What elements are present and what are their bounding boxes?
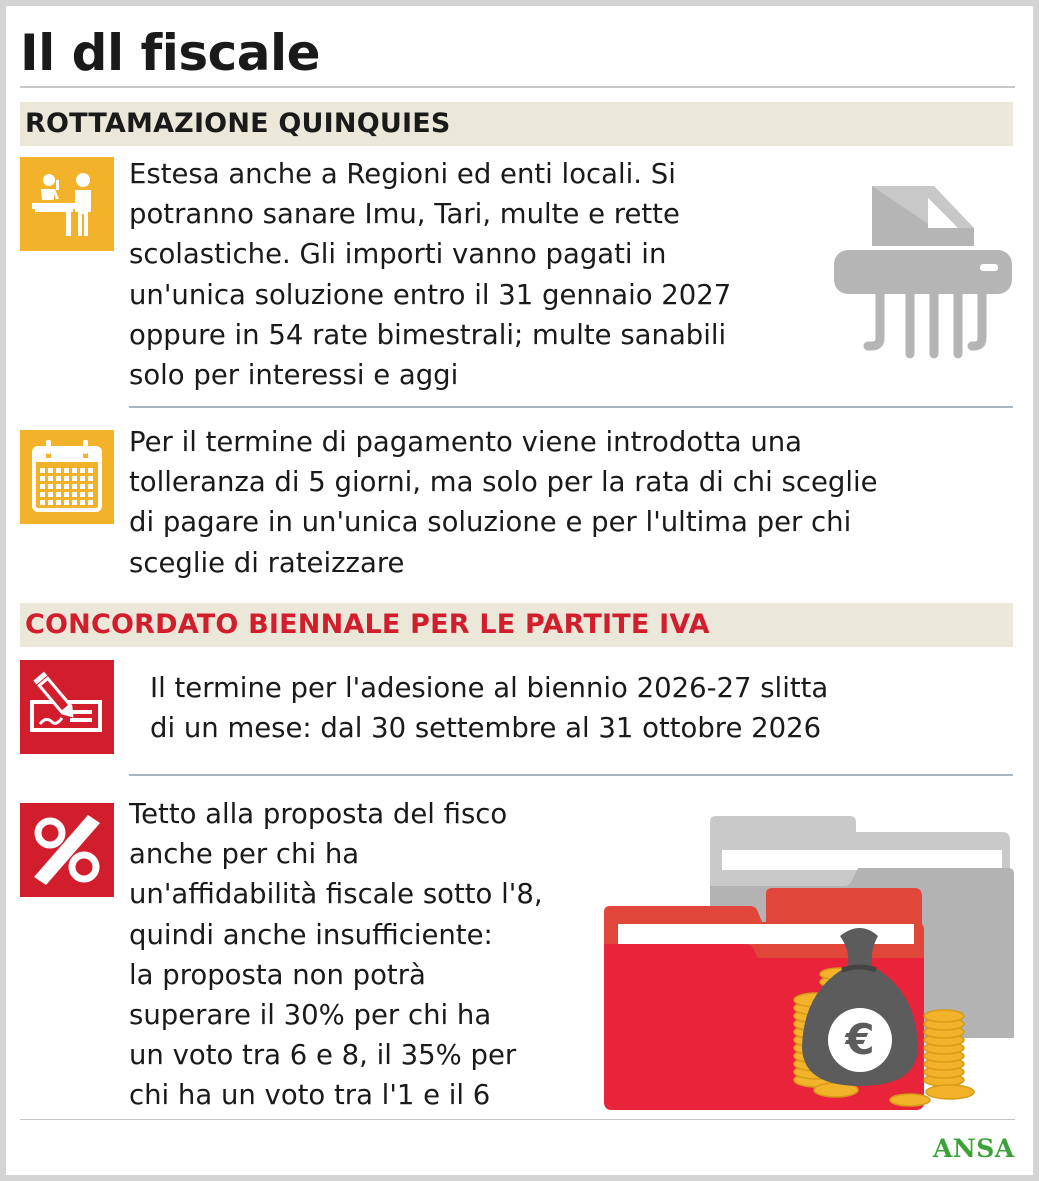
sign-document-icon xyxy=(20,660,114,754)
section-header-concordato xyxy=(20,603,1013,647)
folders-money-bag-icon xyxy=(604,816,1014,1110)
calendar-day-dot xyxy=(64,484,69,489)
calendar-day-dot xyxy=(72,484,77,489)
title-divider xyxy=(20,86,1015,88)
item-text-rottamazione-1 xyxy=(129,154,731,395)
calendar-day-dot xyxy=(72,500,77,505)
section-heading: ROTTAMAZIONE QUINQUIES xyxy=(25,108,451,139)
calendar-day-dot xyxy=(88,500,93,505)
section-heading: CONCORDATO BIENNALE PER LE PARTITE IVA xyxy=(25,609,710,640)
text-line: chi ha un voto tra l'1 e il 6 xyxy=(129,1079,491,1112)
item-text-concordato-2 xyxy=(129,794,543,1116)
text-line: scolastiche. Gli importi vanno pagati in xyxy=(129,238,667,271)
calendar-day-dot xyxy=(48,476,53,481)
calendar-day-dot xyxy=(48,484,53,489)
text-line: Il termine per l'adesione al biennio 2026-27 slitta xyxy=(150,672,829,704)
section-header-rottamazione xyxy=(20,102,1013,146)
calendar-day-dot xyxy=(40,468,45,473)
text-line: Estesa anche a Regioni ed enti locali. Si xyxy=(129,158,676,190)
calendar-day-dot xyxy=(72,468,77,473)
calendar-day-dot xyxy=(48,500,53,505)
text-line: potranno sanare Imu, Tari, multe e rette xyxy=(129,198,680,231)
calendar-icon xyxy=(20,430,114,524)
text-line: oppure in 54 rate bimestrali; multe sanabili xyxy=(129,318,727,351)
calendar-day-dot xyxy=(48,468,53,473)
calendar-day-dot xyxy=(80,476,85,481)
text-line: sceglie di rateizzare xyxy=(129,546,405,579)
calendar-day-dot xyxy=(88,468,93,473)
calendar-day-dot xyxy=(56,468,61,473)
calendar-day-dot xyxy=(56,476,61,481)
footer-divider xyxy=(20,1119,1015,1120)
calendar-day-dot xyxy=(88,476,93,481)
item-text-rottamazione-2 xyxy=(129,422,878,583)
text-line: Per il termine di pagamento viene introdotta una xyxy=(129,426,803,458)
text-line: solo per interessi e aggi xyxy=(129,359,459,392)
calendar-day-dot xyxy=(80,468,85,473)
calendar-day-dot xyxy=(80,500,85,505)
text-line: superare il 30% per chi ha xyxy=(129,999,492,1032)
text-line: anche per chi ha xyxy=(129,838,360,871)
item-text-concordato-1 xyxy=(150,668,828,748)
text-line: quindi anche insufficiente: xyxy=(129,918,493,951)
calendar-day-dot xyxy=(40,492,45,497)
text-line: tolleranza di 5 giorni, ma solo per la rata di chi sceglie xyxy=(129,466,878,499)
item-divider xyxy=(129,774,1013,776)
paper-shredder-icon xyxy=(832,186,1014,366)
svg-text:€: € xyxy=(845,1015,875,1064)
calendar-day-dot xyxy=(48,492,53,497)
calendar-day-dot xyxy=(56,500,61,505)
calendar-day-dot xyxy=(64,500,69,505)
calendar-day-dot xyxy=(56,484,61,489)
calendar-day-dot xyxy=(40,500,45,505)
calendar-day-dot xyxy=(40,476,45,481)
calendar-day-dot xyxy=(72,476,77,481)
calendar-day-dot xyxy=(64,492,69,497)
percent-icon xyxy=(20,803,114,897)
calendar-day-dot xyxy=(80,484,85,489)
page-title: Il dl fiscale xyxy=(20,24,321,82)
text-line: un'affidabilità fiscale sotto l'8, xyxy=(129,878,543,911)
source-logo: ANSA xyxy=(933,1134,1015,1163)
calendar-day-dot xyxy=(40,484,45,489)
calendar-day-dot xyxy=(80,492,85,497)
calendar-day-dot xyxy=(72,492,77,497)
text-line: di pagare in un'unica soluzione e per l'ultima per chi xyxy=(129,506,852,539)
text-line: di un mese: dal 30 settembre al 31 ottobre 2026 xyxy=(150,712,822,745)
text-line: un'unica soluzione entro il 31 gennaio 2027 xyxy=(129,278,732,311)
text-line: la proposta non potrà xyxy=(129,958,426,991)
text-line: Tetto alla proposta del fisco xyxy=(129,798,508,830)
calendar-day-dot xyxy=(56,492,61,497)
calendar-day-dot xyxy=(88,492,93,497)
calendar-day-dot xyxy=(64,468,69,473)
counter-service-icon xyxy=(20,157,114,251)
calendar-day-dot xyxy=(64,476,69,481)
item-divider xyxy=(129,406,1013,408)
text-line: un voto tra 6 e 8, il 35% per xyxy=(129,1039,517,1072)
calendar-day-dot xyxy=(88,484,93,489)
